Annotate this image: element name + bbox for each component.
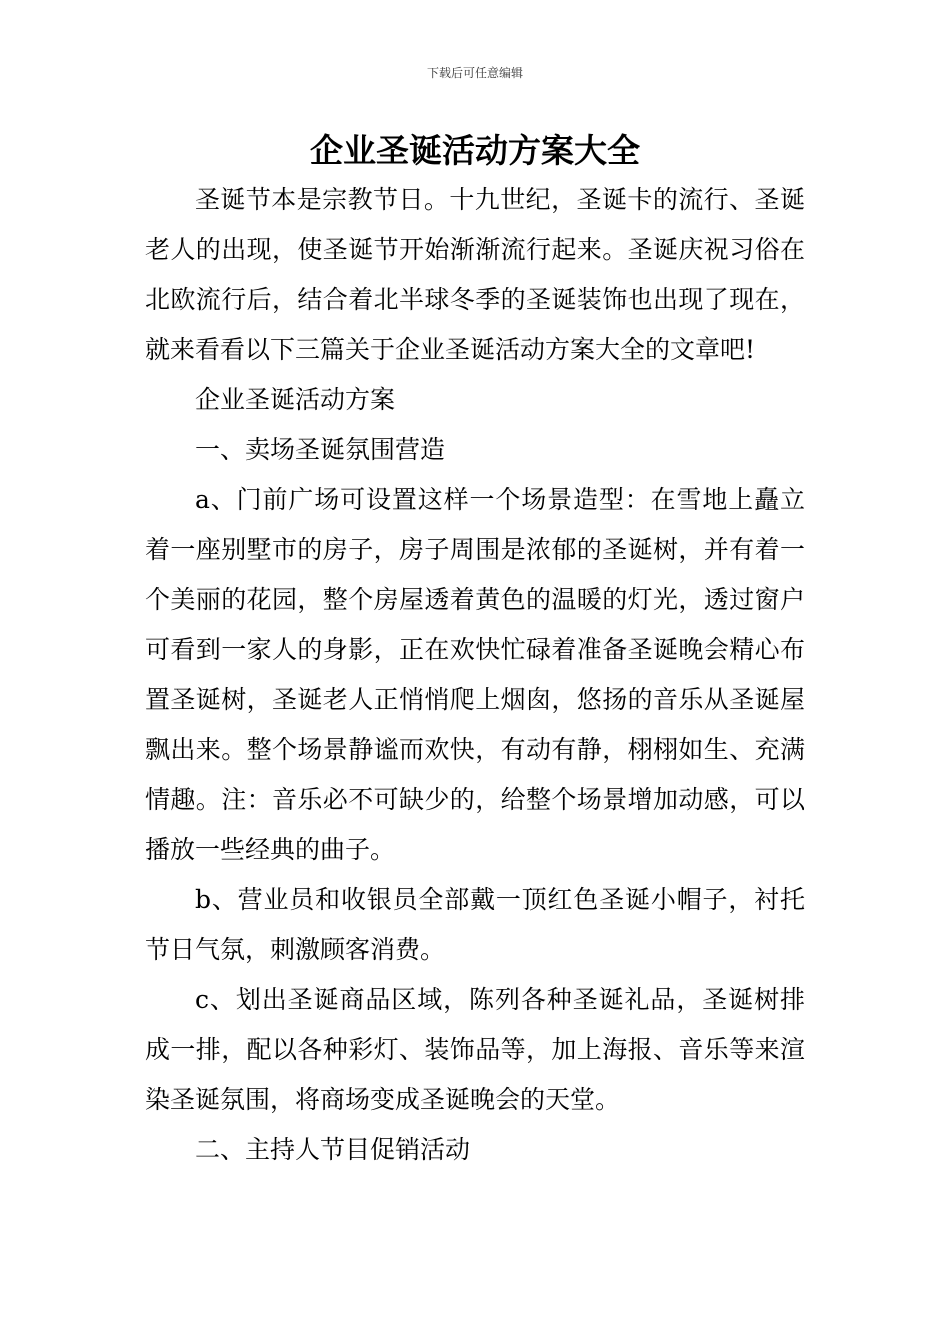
paragraph-section-title: 企业圣诞活动方案 <box>195 385 396 414</box>
document-body <box>145 175 805 1175</box>
paragraph-item-b: b、营业员和收银员全部戴一顶红色圣诞小帽子，衬托节日气氛，刺激顾客消费。 <box>145 885 805 964</box>
document-title: 企业圣诞活动方案大全 <box>310 131 640 170</box>
header-note: 下载后可任意编辑 <box>426 66 523 80</box>
paragraph-item-c: c、划出圣诞商品区域，陈列各种圣诞礼品，圣诞树排成一排，配以各种彩灯、装饰品等，加上海报、音乐等来渲染圣诞氛围，将商场变成圣诞晚会的天堂。 <box>145 985 805 1114</box>
paragraph-heading-2: 二、主持人节目促销活动 <box>195 1135 471 1164</box>
paragraph-intro: 圣诞节本是宗教节日。十九世纪，圣诞卡的流行、圣诞老人的出现，使圣诞节开始渐渐流行起来。圣诞庆祝习俗在北欧流行后，结合着北半球冬季的圣诞装饰也出现了现在，就来看看以下三篇关于企业圣诞活动方案大全的文章吧! <box>145 185 805 364</box>
paragraph-heading-1: 一、卖场圣诞氛围营造 <box>195 435 446 464</box>
paragraph-item-a: a、门前广场可设置这样一个场景造型：在雪地上矗立着一座别墅市的房子，房子周围是浓郁的圣诞树，并有着一个美丽的花园，整个房屋透着黄色的温暖的灯光，透过窗户可看到一家人的身影，正在欢快忙碌着准备圣诞晚会精心布置圣诞树，圣诞老人正悄悄爬上烟囱，悠扬的音乐从圣诞屋飘出来。整个场景静谧而欢快，有动有静，栩栩如生、充满情趣。注：音乐必不可缺少的，给整个场景增加动感，可以播放一些经典的曲子。 <box>145 485 805 864</box>
